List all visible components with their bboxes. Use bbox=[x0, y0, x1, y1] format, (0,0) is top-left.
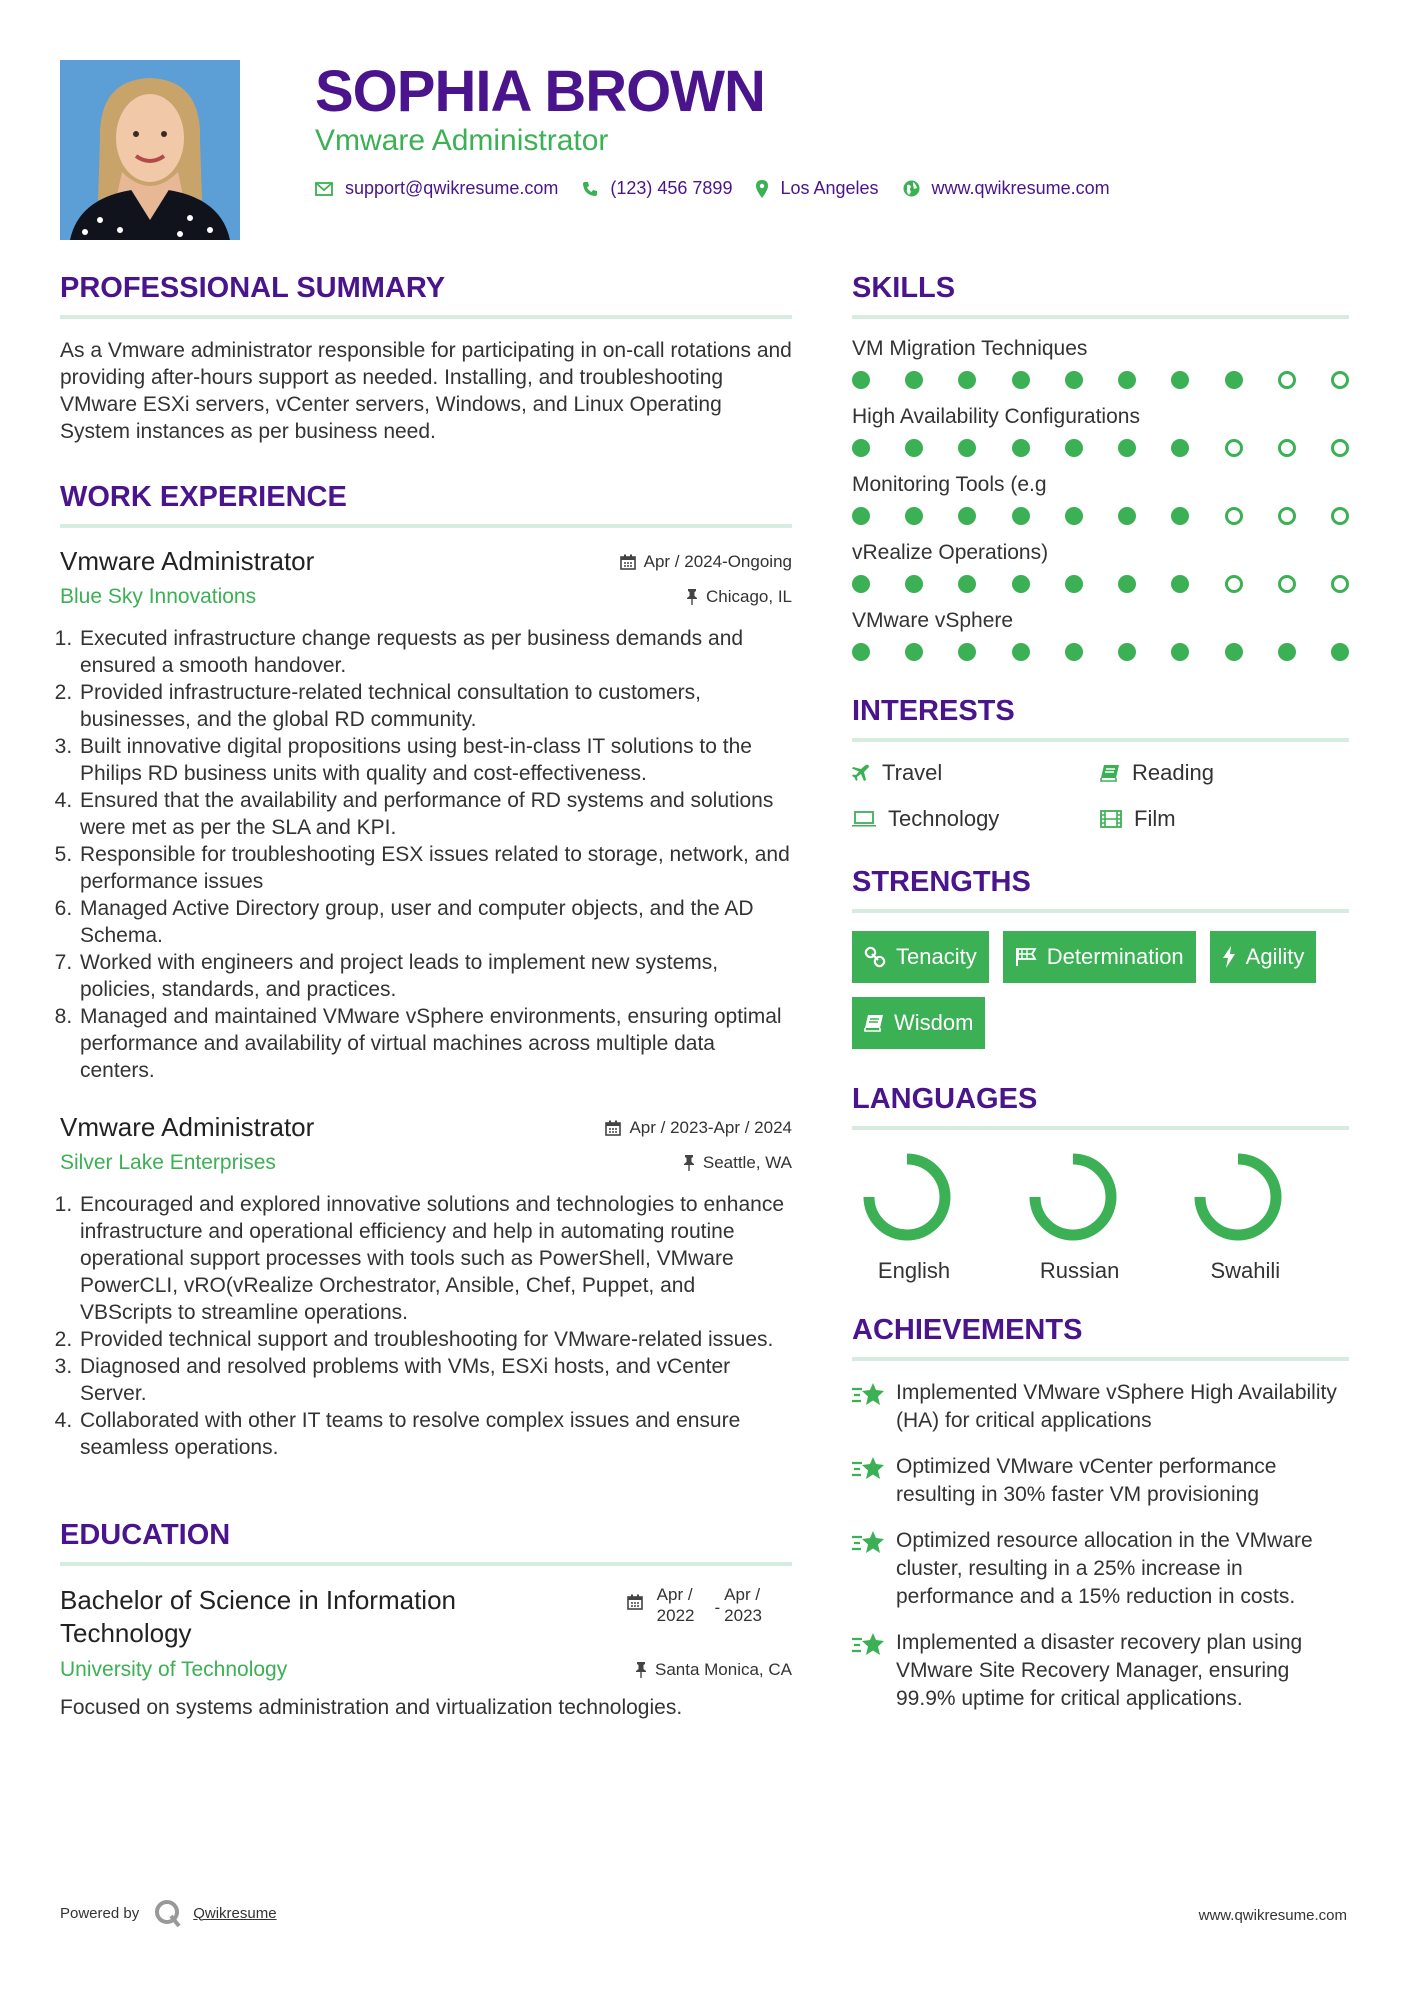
book-icon bbox=[864, 1014, 884, 1032]
skill-dot-filled bbox=[958, 371, 976, 389]
job-dates-text: Apr / 2023-Apr / 2024 bbox=[629, 1117, 792, 1137]
achievement-text: Implemented a disaster recovery plan using VMware Site Recovery Manager, ensuring 99.9% uptime for critical applications. bbox=[896, 1631, 1303, 1710]
qwikresume-link[interactable]: Qwikresume bbox=[193, 1904, 277, 1922]
job-location bbox=[683, 1153, 792, 1173]
job-title: Vmware Administrator bbox=[60, 1112, 315, 1142]
languages-heading: LANGUAGES bbox=[852, 1083, 1349, 1130]
skills-heading: SKILLS bbox=[852, 272, 1349, 319]
lightning-icon bbox=[1222, 946, 1236, 968]
interest-label: Travel bbox=[882, 760, 943, 785]
language-ring bbox=[858, 1148, 956, 1246]
list-item: 6. Managed Active Directory group, user and computer objects, and the AD Schema. bbox=[78, 895, 792, 949]
skill-dot-filled bbox=[1118, 575, 1136, 593]
achievements-heading: ACHIEVEMENTS bbox=[852, 1314, 1349, 1361]
skill-dot-filled bbox=[1225, 643, 1243, 661]
interests-section bbox=[852, 695, 1349, 832]
skill-rating bbox=[852, 507, 1349, 525]
language-name: Swahili bbox=[1210, 1258, 1281, 1283]
strength-tag bbox=[852, 997, 985, 1049]
strength-label: Determination bbox=[1046, 944, 1184, 969]
skill-dot-filled bbox=[1171, 643, 1189, 661]
achievements-section bbox=[852, 1314, 1349, 1713]
skill-dot-filled bbox=[852, 507, 870, 525]
skill-dot-filled bbox=[905, 575, 923, 593]
candidate-title: Vmware Administrator bbox=[315, 124, 609, 157]
skill-dot-filled bbox=[905, 643, 923, 661]
phone-icon bbox=[582, 181, 598, 197]
skill-dot-empty bbox=[1278, 371, 1296, 389]
job-company: Blue Sky Innovations bbox=[60, 585, 257, 608]
interest-label: Technology bbox=[888, 806, 1000, 831]
globe-icon bbox=[903, 180, 920, 197]
language-ring-arc bbox=[1200, 1159, 1276, 1235]
job-location-text: Chicago, IL bbox=[706, 587, 792, 606]
skill-dot-empty bbox=[1225, 439, 1243, 457]
skill-dot-filled bbox=[1012, 371, 1030, 389]
left-column bbox=[60, 272, 792, 1721]
job-company: Silver Lake Enterprises bbox=[60, 1151, 276, 1174]
list-item: 4. Ensured that the availability and performance of RD systems and solutions were met as per the SLA and KPI. bbox=[78, 787, 792, 841]
skill-dot-filled bbox=[1171, 439, 1189, 457]
skill-dot-filled bbox=[1118, 643, 1136, 661]
education-location-text: Santa Monica, CA bbox=[654, 1660, 792, 1679]
skill-dot-filled bbox=[1331, 643, 1349, 661]
skill-name: VMware vSphere bbox=[852, 609, 1014, 632]
skill-dot-filled bbox=[1171, 371, 1189, 389]
star-award-icon bbox=[852, 1455, 886, 1483]
strength-label: Tenacity bbox=[896, 944, 977, 969]
skills-section bbox=[852, 272, 1349, 661]
education-dates bbox=[627, 1584, 762, 1626]
skill-item bbox=[852, 405, 1349, 457]
skill-dot-filled bbox=[905, 371, 923, 389]
email-text: support@qwikresume.com bbox=[345, 178, 559, 198]
website-text: www.qwikresume.com bbox=[931, 178, 1110, 198]
job-dates bbox=[620, 552, 792, 572]
job-title: Vmware Administrator bbox=[60, 546, 315, 576]
skill-dot-filled bbox=[1012, 643, 1030, 661]
skill-item bbox=[852, 609, 1349, 661]
language-name: Russian bbox=[1039, 1258, 1120, 1283]
interest-label: Film bbox=[1134, 806, 1176, 831]
language-ring bbox=[1024, 1148, 1122, 1246]
language-item bbox=[1018, 1148, 1184, 1284]
profile-photo bbox=[60, 60, 240, 240]
strength-tag bbox=[852, 931, 989, 983]
star-award-icon bbox=[852, 1381, 886, 1409]
list-item: 2. Provided infrastructure-related technical consultation to customers, businesses, and the global RD community. bbox=[78, 679, 792, 733]
skill-rating bbox=[852, 643, 1349, 661]
calendar-icon bbox=[605, 1120, 621, 1136]
star-award-icon bbox=[852, 1529, 886, 1557]
contact-website[interactable] bbox=[903, 178, 1110, 199]
pushpin-icon bbox=[686, 589, 698, 605]
skill-dot-filled bbox=[1118, 439, 1136, 457]
list-item: 2. Provided technical support and troubleshooting for VMware-related issues. bbox=[78, 1326, 792, 1353]
skills-list bbox=[852, 337, 1349, 661]
list-item: 1. Encouraged and explored innovative solutions and technologies to enhance infrastructure and operational efficiency and help in automating routine operational support processes with tools such as PowerShell, VMware PowerCLI, vRO(vRealize Orchestrator, Ansible, Chef, Puppet, and VBScripts to streamline operations. bbox=[78, 1191, 792, 1326]
interest-reading bbox=[1100, 760, 1348, 786]
school-name: University of Technology bbox=[60, 1658, 288, 1681]
skill-dot-empty bbox=[1331, 439, 1349, 457]
envelope-icon bbox=[315, 182, 333, 196]
skill-dot-filled bbox=[1012, 575, 1030, 593]
job-location bbox=[686, 587, 792, 607]
contact-bar bbox=[315, 178, 1134, 199]
skill-dot-filled bbox=[852, 575, 870, 593]
interests-heading: INTERESTS bbox=[852, 695, 1349, 742]
language-ring bbox=[1189, 1148, 1287, 1246]
experience-section bbox=[60, 481, 792, 1461]
link-icon bbox=[864, 946, 886, 968]
skill-item bbox=[852, 541, 1349, 593]
list-item: 1. Executed infrastructure change requests as per business demands and ensured a smooth handover. bbox=[78, 625, 792, 679]
skill-dot-filled bbox=[1171, 575, 1189, 593]
summary-heading: PROFESSIONAL SUMMARY bbox=[60, 272, 792, 319]
edu-end-month: Apr / bbox=[724, 1585, 761, 1604]
flag-icon bbox=[1015, 947, 1037, 967]
interest-label: Reading bbox=[1132, 760, 1214, 785]
skill-name: VM Migration Techniques bbox=[852, 337, 1088, 360]
achievement-item bbox=[852, 1527, 1349, 1611]
achievement-text: Implemented VMware vSphere High Availability (HA) for critical applications bbox=[896, 1381, 1337, 1432]
job-bullets bbox=[60, 625, 792, 1084]
contact-email[interactable] bbox=[315, 178, 558, 199]
skill-dot-filled bbox=[852, 371, 870, 389]
skill-dot-filled bbox=[905, 507, 923, 525]
footer-powered-by bbox=[60, 1898, 277, 1928]
skill-dot-empty bbox=[1225, 575, 1243, 593]
skill-dot-empty bbox=[1331, 371, 1349, 389]
edu-start-year: 2022 bbox=[656, 1606, 695, 1625]
language-item bbox=[852, 1148, 1018, 1284]
list-item: 5. Responsible for troubleshooting ESX issues related to storage, network, and performance issues bbox=[78, 841, 792, 895]
skill-item bbox=[852, 473, 1349, 525]
skill-dot-filled bbox=[1278, 643, 1296, 661]
contact-phone[interactable] bbox=[582, 178, 732, 199]
skill-dot-filled bbox=[958, 439, 976, 457]
strengths-heading: STRENGTHS bbox=[852, 866, 1349, 913]
achievement-item bbox=[852, 1453, 1349, 1509]
edu-end-year: 2023 bbox=[724, 1606, 762, 1625]
education-location bbox=[635, 1660, 792, 1680]
skill-name: Monitoring Tools (e.g bbox=[852, 473, 1047, 496]
language-item bbox=[1183, 1148, 1349, 1284]
skill-dot-filled bbox=[1118, 371, 1136, 389]
calendar-icon bbox=[627, 1594, 643, 1610]
interest-technology bbox=[852, 806, 1100, 832]
book-icon bbox=[1100, 764, 1120, 782]
pushpin-icon bbox=[635, 1662, 647, 1678]
calendar-icon bbox=[620, 554, 636, 570]
phone-text: (123) 456 7899 bbox=[610, 178, 733, 198]
skill-item bbox=[852, 337, 1349, 389]
candidate-name: SOPHIA BROWN bbox=[315, 59, 765, 124]
job-dates bbox=[605, 1118, 792, 1138]
achievement-text: Optimized resource allocation in the VMware cluster, resulting in a 25% increase in performance and a 15% reduction in costs. bbox=[896, 1529, 1313, 1608]
interest-film bbox=[1100, 806, 1348, 832]
skill-dot-empty bbox=[1331, 507, 1349, 525]
skill-dot-filled bbox=[1012, 507, 1030, 525]
list-item: 3. Built innovative digital propositions using best-in-class IT solutions to the Philips RD business units with quality and cost-effectiveness. bbox=[78, 733, 792, 787]
strength-label: Agility bbox=[1245, 944, 1305, 969]
laptop-icon bbox=[852, 811, 876, 827]
pushpin-icon bbox=[683, 1155, 695, 1171]
achievement-text: Optimized VMware vCenter performance resulting in 30% faster VM provisioning bbox=[896, 1455, 1277, 1506]
language-ring-arc bbox=[869, 1159, 945, 1235]
airplane-icon bbox=[852, 764, 870, 782]
summary-text: As a Vmware administrator responsible for participating in on-call rotations and providing after-hours support as needed. Installing, and troubleshooting VMware ESXi servers, vCenter servers, Windows, and Linux Operating System instances as per business need. bbox=[60, 339, 792, 443]
skill-dot-filled bbox=[958, 507, 976, 525]
contact-location bbox=[756, 178, 878, 199]
edu-start-month: Apr / bbox=[656, 1585, 693, 1604]
list-item: 7. Worked with engineers and project leads to implement new systems, policies, standards, and practices. bbox=[78, 949, 792, 1003]
interest-travel bbox=[852, 760, 1100, 786]
skill-rating bbox=[852, 575, 1349, 593]
skill-dot-filled bbox=[1065, 507, 1083, 525]
education-heading: EDUCATION bbox=[60, 1519, 792, 1566]
map-pin-icon bbox=[756, 180, 768, 198]
achievement-item bbox=[852, 1629, 1349, 1713]
skill-rating bbox=[852, 371, 1349, 389]
education-description: Focused on systems administration and virtualization technologies. bbox=[60, 1696, 683, 1719]
list-item: 8. Managed and maintained VMware vSphere environments, ensuring optimal performance and availability of virtual machines across multiple data centers. bbox=[78, 1003, 792, 1084]
footer-website[interactable]: www.qwikresume.com bbox=[1198, 1907, 1347, 1924]
skill-dot-filled bbox=[852, 643, 870, 661]
strengths-section bbox=[852, 866, 1349, 1049]
language-ring-arc bbox=[1035, 1159, 1111, 1235]
skill-dot-filled bbox=[1118, 507, 1136, 525]
language-name: English bbox=[877, 1258, 951, 1283]
skill-dot-filled bbox=[852, 439, 870, 457]
skill-dot-filled bbox=[1171, 507, 1189, 525]
strength-label: Wisdom bbox=[894, 1010, 974, 1035]
right-column bbox=[852, 272, 1349, 1731]
summary-section bbox=[60, 272, 792, 445]
skill-dot-empty bbox=[1331, 575, 1349, 593]
skill-dot-empty bbox=[1278, 575, 1296, 593]
skill-dot-empty bbox=[1278, 439, 1296, 457]
degree-title: Bachelor of Science in Information Technology bbox=[60, 1585, 456, 1648]
job-dates-text: Apr / 2024-Ongoing bbox=[643, 551, 792, 571]
experience-heading: WORK EXPERIENCE bbox=[60, 481, 792, 528]
powered-by-text: Powered by bbox=[60, 1904, 140, 1922]
job-location-text: Seattle, WA bbox=[702, 1153, 792, 1172]
skill-dot-filled bbox=[1065, 439, 1083, 457]
list-item: 3. Diagnosed and resolved problems with VMs, ESXi hosts, and vCenter Server. bbox=[78, 1353, 792, 1407]
skill-name: vRealize Operations) bbox=[852, 541, 1049, 564]
job-entry bbox=[60, 1112, 792, 1461]
job-entry bbox=[60, 546, 792, 1084]
strength-tag bbox=[1210, 931, 1317, 983]
skill-dot-filled bbox=[1065, 575, 1083, 593]
location-text: Los Angeles bbox=[780, 178, 879, 198]
skill-dot-filled bbox=[905, 439, 923, 457]
achievement-item bbox=[852, 1379, 1349, 1435]
job-bullets bbox=[60, 1191, 792, 1461]
strength-tag bbox=[1003, 931, 1196, 983]
skill-dot-filled bbox=[1065, 643, 1083, 661]
star-award-icon bbox=[852, 1631, 886, 1659]
list-item: 4. Collaborated with other IT teams to resolve complex issues and ensure seamless operations. bbox=[78, 1407, 792, 1461]
edu-date-dash: - bbox=[714, 1598, 721, 1617]
skill-name: High Availability Configurations bbox=[852, 405, 1140, 428]
skill-dot-filled bbox=[1065, 371, 1083, 389]
skill-dot-filled bbox=[1012, 439, 1030, 457]
skill-dot-filled bbox=[958, 643, 976, 661]
film-icon bbox=[1100, 810, 1122, 828]
skill-dot-empty bbox=[1225, 507, 1243, 525]
languages-section bbox=[852, 1083, 1349, 1284]
education-section bbox=[60, 1519, 792, 1721]
skill-dot-filled bbox=[958, 575, 976, 593]
qwikresume-logo-icon bbox=[153, 1898, 183, 1928]
skill-rating bbox=[852, 439, 1349, 457]
skill-dot-empty bbox=[1278, 507, 1296, 525]
skill-dot-filled bbox=[1225, 371, 1243, 389]
